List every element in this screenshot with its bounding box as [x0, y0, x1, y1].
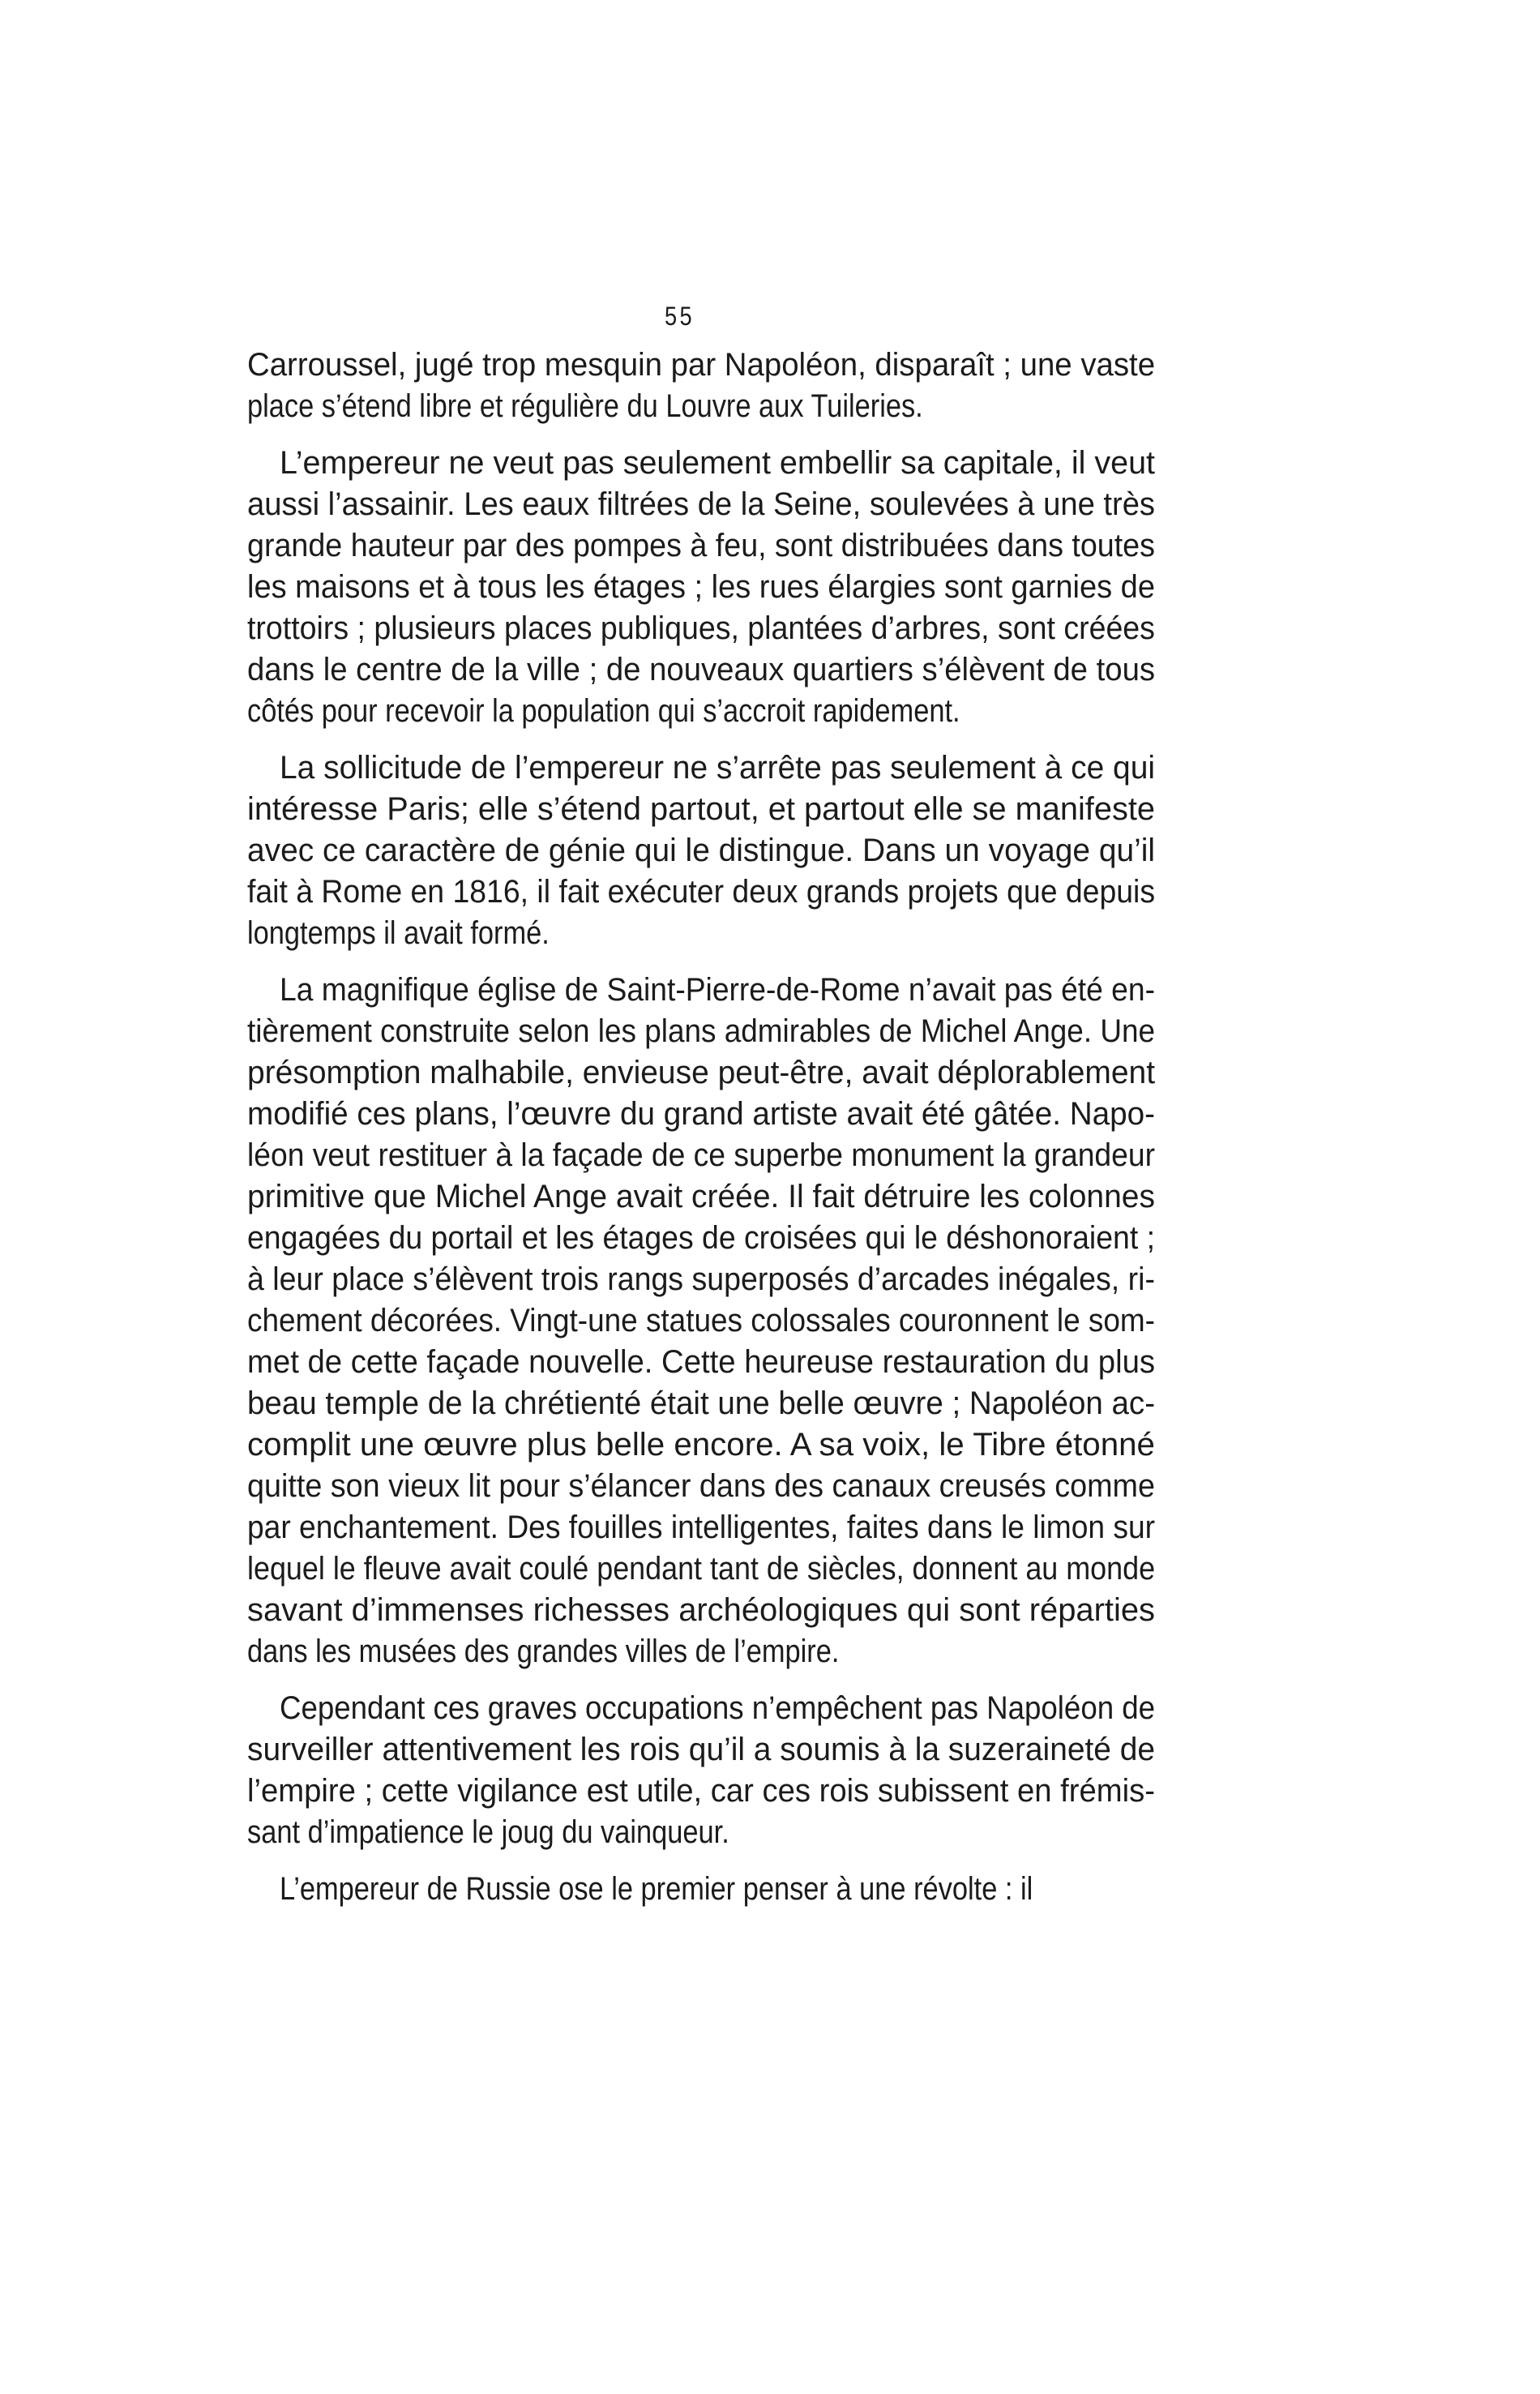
paragraph [247, 443, 1155, 732]
text-line-content: les maisons et à tous les étages ; les rues élargies sont garnies de [247, 569, 1155, 605]
text-line-content: dans le centre de la ville ; de nouveaux quartiers s’élèvent de tous [247, 652, 1156, 687]
text-line [247, 443, 1155, 484]
text-line [247, 1135, 1155, 1176]
text-line-content: lequel le fleuve avait coulé pendant tant de siècles, donnent au monde [247, 1551, 1156, 1587]
page-number: 55 [665, 302, 695, 331]
text-line [247, 1218, 1155, 1259]
text-line [247, 1688, 1155, 1729]
text-line-content: place s’étend libre et régulière du Louvre aux Tuileries. [247, 388, 923, 424]
text-line-content: intéresse Paris; elle s’étend partout, et partout elle se manifeste [247, 791, 1155, 827]
text-line [247, 567, 1155, 608]
text-line [247, 1011, 1155, 1052]
paragraph-gap [247, 954, 1155, 970]
text-line [247, 1094, 1155, 1135]
text-line-content: Carroussel, jugé trop mesquin par Napoléon, disparaît ; une vaste [247, 347, 1156, 383]
text-line [247, 1383, 1155, 1424]
text-line-content: léon veut restituer à la façade de ce superbe monument la grandeur [247, 1137, 1155, 1173]
text-line [247, 484, 1155, 525]
body-text [247, 345, 1155, 1910]
text-line [247, 1176, 1155, 1218]
text-line-content: dans les musées des grandes villes de l’empire. [247, 1634, 840, 1669]
text-line-content: L’empereur ne veut pas seulement embellir sa capitale, il veut [280, 445, 1156, 481]
text-line-content: La sollicitude de l’empereur ne s’arrête pas seulement à ce qui [280, 750, 1156, 786]
text-line-content: surveiller attentivement les rois qu’il a soumis à la suzeraineté de [247, 1732, 1156, 1767]
text-line [247, 1548, 1155, 1590]
text-line-content: tièrement construite selon les plans admirables de Michel Ange. Une [247, 1013, 1156, 1049]
paragraph [247, 747, 1155, 954]
text-line [247, 789, 1155, 830]
text-line [247, 386, 1155, 427]
paragraph [247, 1688, 1155, 1853]
paragraph [247, 345, 1155, 427]
text-line-content: côtés pour recevoir la population qui s’accroit rapidement. [247, 693, 960, 729]
text-line [247, 1424, 1155, 1466]
text-line [247, 913, 1155, 954]
text-line-content: primitive que Michel Ange avait créée. Il fait détruire les colonnes [247, 1179, 1155, 1214]
text-line-content: complit une œuvre plus belle encore. A sa voix, le Tibre étonné [247, 1427, 1155, 1463]
text-line [247, 1300, 1155, 1342]
text-line [247, 1052, 1155, 1094]
text-line-content: grande hauteur par des pompes à feu, sont distribuées dans toutes [247, 528, 1155, 563]
text-line-content: engagées du portail et les étages de croisées qui le déshonoraient ; [247, 1220, 1155, 1256]
text-line [247, 747, 1155, 789]
text-line-content: fait à Rome en 1816, il fait exécuter deux grands projets que depuis [247, 874, 1156, 910]
text-line-content: savant d’immenses richesses archéologiques qui sont réparties [247, 1592, 1155, 1628]
text-line-content: sant d’impatience le joug du vainqueur. [247, 1814, 729, 1850]
text-line-content: met de cette façade nouvelle. Cette heureuse restauration du plus [247, 1344, 1156, 1380]
text-line [247, 345, 1155, 386]
paragraph-gap [247, 732, 1155, 747]
paragraph-gap [247, 427, 1155, 443]
text-line [247, 1771, 1155, 1812]
text-line [247, 1869, 1155, 1910]
text-line-content: modifié ces plans, l’œuvre du grand artiste avait été gâtée. Napo- [247, 1096, 1156, 1132]
text-line [247, 1729, 1155, 1771]
text-line [247, 830, 1155, 872]
text-line-content: par enchantement. Des fouilles intelligentes, faites dans le limon sur [247, 1510, 1156, 1545]
text-line-content: quitte son vieux lit pour s’élancer dans des canaux creusés comme [247, 1468, 1155, 1504]
text-line [247, 1342, 1155, 1383]
text-line-content: La magnifique église de Saint-Pierre-de-Rome n’avait pas été en- [280, 972, 1155, 1008]
text-line-content: L’empereur de Russie ose le premier penser à une révolte : il [280, 1871, 1033, 1907]
text-line-content: Cependant ces graves occupations n’empêchent pas Napoléon de [280, 1690, 1156, 1726]
text-line [247, 649, 1155, 691]
text-line-content: présomption malhabile, envieuse peut-être, avait déplorablement [247, 1055, 1156, 1090]
text-line [247, 525, 1155, 567]
text-line [247, 1812, 1155, 1853]
text-line [247, 1590, 1155, 1631]
text-line [247, 1466, 1155, 1507]
text-line [247, 1507, 1155, 1548]
text-line [247, 1631, 1155, 1672]
text-line-content: à leur place s’élèvent trois rangs superposés d’arcades inégales, ri- [247, 1261, 1155, 1297]
paragraph-gap [247, 1672, 1155, 1688]
text-line-content: beau temple de la chrétienté était une belle œuvre ; Napoléon ac- [247, 1385, 1156, 1421]
paragraph-gap [247, 1853, 1155, 1869]
text-line [247, 970, 1155, 1011]
paragraph [247, 1869, 1155, 1910]
text-line-content: chement décorées. Vingt-une statues colossales couronnent le som- [247, 1303, 1155, 1338]
text-line-content: trottoirs ; plusieurs places publiques, plantées d’arbres, sont créées [247, 610, 1155, 646]
text-line [247, 872, 1155, 913]
text-line [247, 608, 1155, 649]
text-line-content: aussi l’assainir. Les eaux filtrées de la Seine, soulevées à une très [247, 486, 1156, 522]
text-line [247, 1259, 1155, 1300]
text-line-content: longtemps il avait formé. [247, 915, 550, 951]
paragraph [247, 970, 1155, 1672]
text-line [247, 691, 1155, 732]
text-line-content: avec ce caractère de génie qui le distingue. Dans un voyage qu’il [247, 833, 1156, 868]
text-line-content: l’empire ; cette vigilance est utile, car ces rois subissent en frémis- [247, 1773, 1156, 1809]
